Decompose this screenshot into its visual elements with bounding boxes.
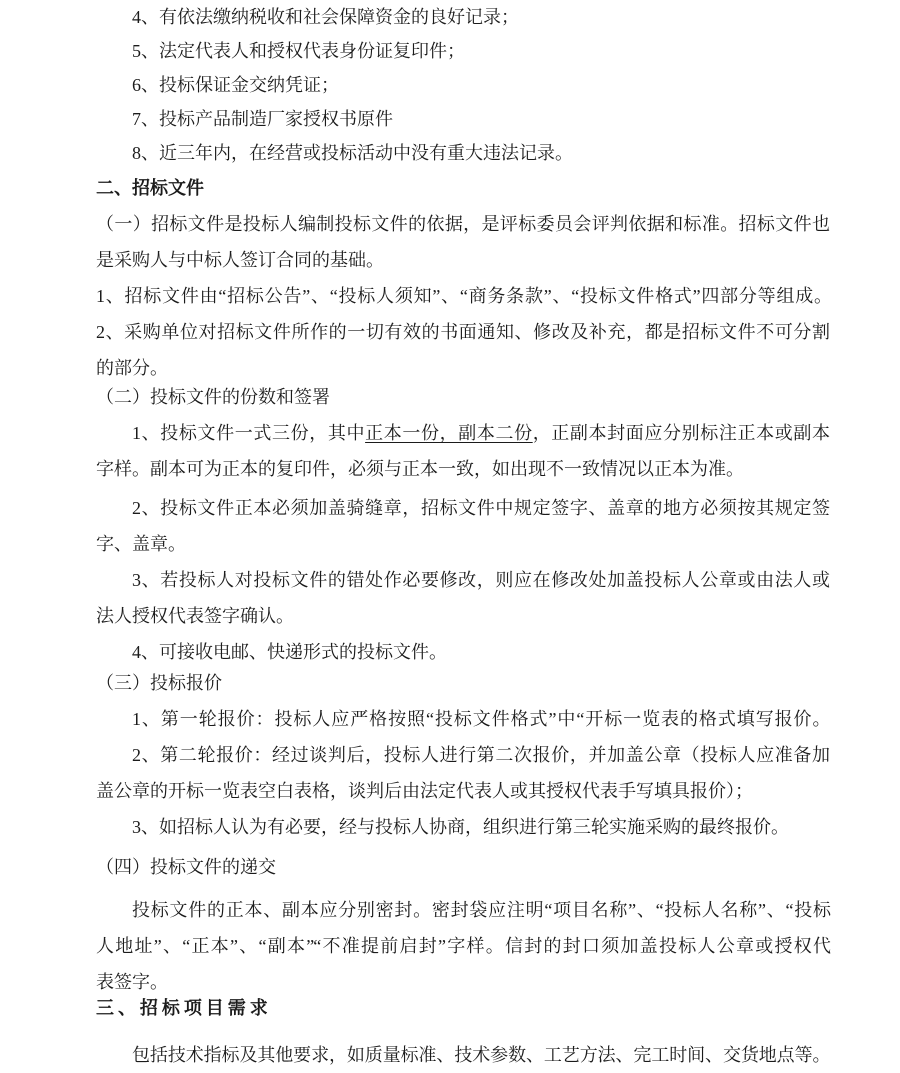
list-item-8: 8、近三年内，在经营或投标活动中没有重大违法记录。 — [132, 143, 573, 163]
subsection-4-paragraph-1-line-1: 投标文件的正本、副本应分别密封。密封袋应注明“项目名称”、“投标人名称”、“投标 — [132, 900, 830, 920]
subsection-4-heading: （四）投标文件的递交 — [96, 857, 276, 877]
subsection-3-paragraph-2-line-2: 盖公章的开标一览表空白表格，谈判后由法定代表人或其授权代表手写填具报价）； — [96, 781, 753, 801]
section-3-paragraph-1: 包括技术指标及其他要求，如质量标准、技术参数、工艺方法、完工时间、交货地点等。 — [132, 1045, 830, 1065]
subsection-3-paragraph-3: 3、如招标人认为有必要，经与投标人协商，组织进行第三轮实施采购的最终报价。 — [132, 817, 789, 837]
section-2-paragraph-1-line-1: （一）招标文件是投标人编制投标文件的依据，是评标委员会评判依据和标准。招标文件也 — [96, 214, 830, 234]
subsection-2-heading: （二）投标文件的份数和签署 — [96, 387, 330, 407]
list-item-6: 6、投标保证金交纳凭证； — [132, 75, 339, 95]
section-2-paragraph-1-line-2: 是采购人与中标人签订合同的基础。 — [96, 250, 384, 270]
subsection-2-paragraph-1-line-2: 字样。副本可为正本的复印件，必须与正本一致，如出现不一致情况以正本为准。 — [96, 459, 744, 479]
subsection-2-paragraph-2-line-2: 字、盖章。 — [96, 534, 186, 554]
section-3-heading: 三、招标项目需求 — [96, 998, 272, 1018]
list-item-7: 7、投标产品制造厂家授权书原件 — [132, 109, 393, 129]
text-segment: 1、投标文件一式三份，其中 — [132, 423, 366, 443]
subsection-4-paragraph-1-line-2: 人地址”、“正本”、“副本”“不准提前启封”字样。信封的封口须加盖投标人公章或授权代 — [96, 936, 830, 956]
subsection-2-paragraph-4: 4、可接收电邮、快递形式的投标文件。 — [132, 642, 447, 662]
list-item-5: 5、法定代表人和授权代表身份证复印件； — [132, 41, 465, 61]
section-2-paragraph-2-line-1: 1、招标文件由“招标公告”、“投标人须知”、“商务条款”、“投标文件格式”四部分等组成。 — [96, 286, 830, 306]
section-2-paragraph-3-line-1: 2、采购单位对招标文件所作的一切有效的书面通知、修改及补充，都是招标文件不可分割 — [96, 322, 830, 342]
subsection-3-paragraph-2-line-1: 2、第二轮报价：经过谈判后，投标人进行第二次报价，并加盖公章（投标人应准备加 — [132, 745, 830, 765]
subsection-2-paragraph-1-line-1 — [96, 415, 830, 451]
subsection-3-heading: （三）投标报价 — [96, 673, 222, 693]
subsection-2-paragraph-2-line-1: 2、投标文件正本必须加盖骑缝章，招标文件中规定签字、盖章的地方必须按其规定签 — [132, 498, 830, 518]
subsection-3-paragraph-1: 1、第一轮报价：投标人应严格按照“投标文件格式”中“开标一览表的格式填写报价。 — [132, 709, 830, 729]
list-item-4: 4、有依法缴纳税收和社会保障资金的良好记录； — [132, 7, 519, 27]
section-2-heading: 二、招标文件 — [96, 178, 204, 198]
text-segment: ，正副本封面应分别标注正本或副本 — [532, 423, 831, 443]
subsection-2-paragraph-3-line-2: 法人授权代表签字确认。 — [96, 606, 294, 626]
subsection-4-paragraph-1-line-3: 表签字。 — [96, 972, 168, 992]
subsection-2-paragraph-3-line-1: 3、若投标人对投标文件的错处作必要修改，则应在修改处加盖投标人公章或由法人或 — [132, 570, 830, 590]
section-2-paragraph-3-line-2: 的部分。 — [96, 358, 168, 378]
underlined-text: 正本一份，副本二份 — [365, 423, 533, 443]
